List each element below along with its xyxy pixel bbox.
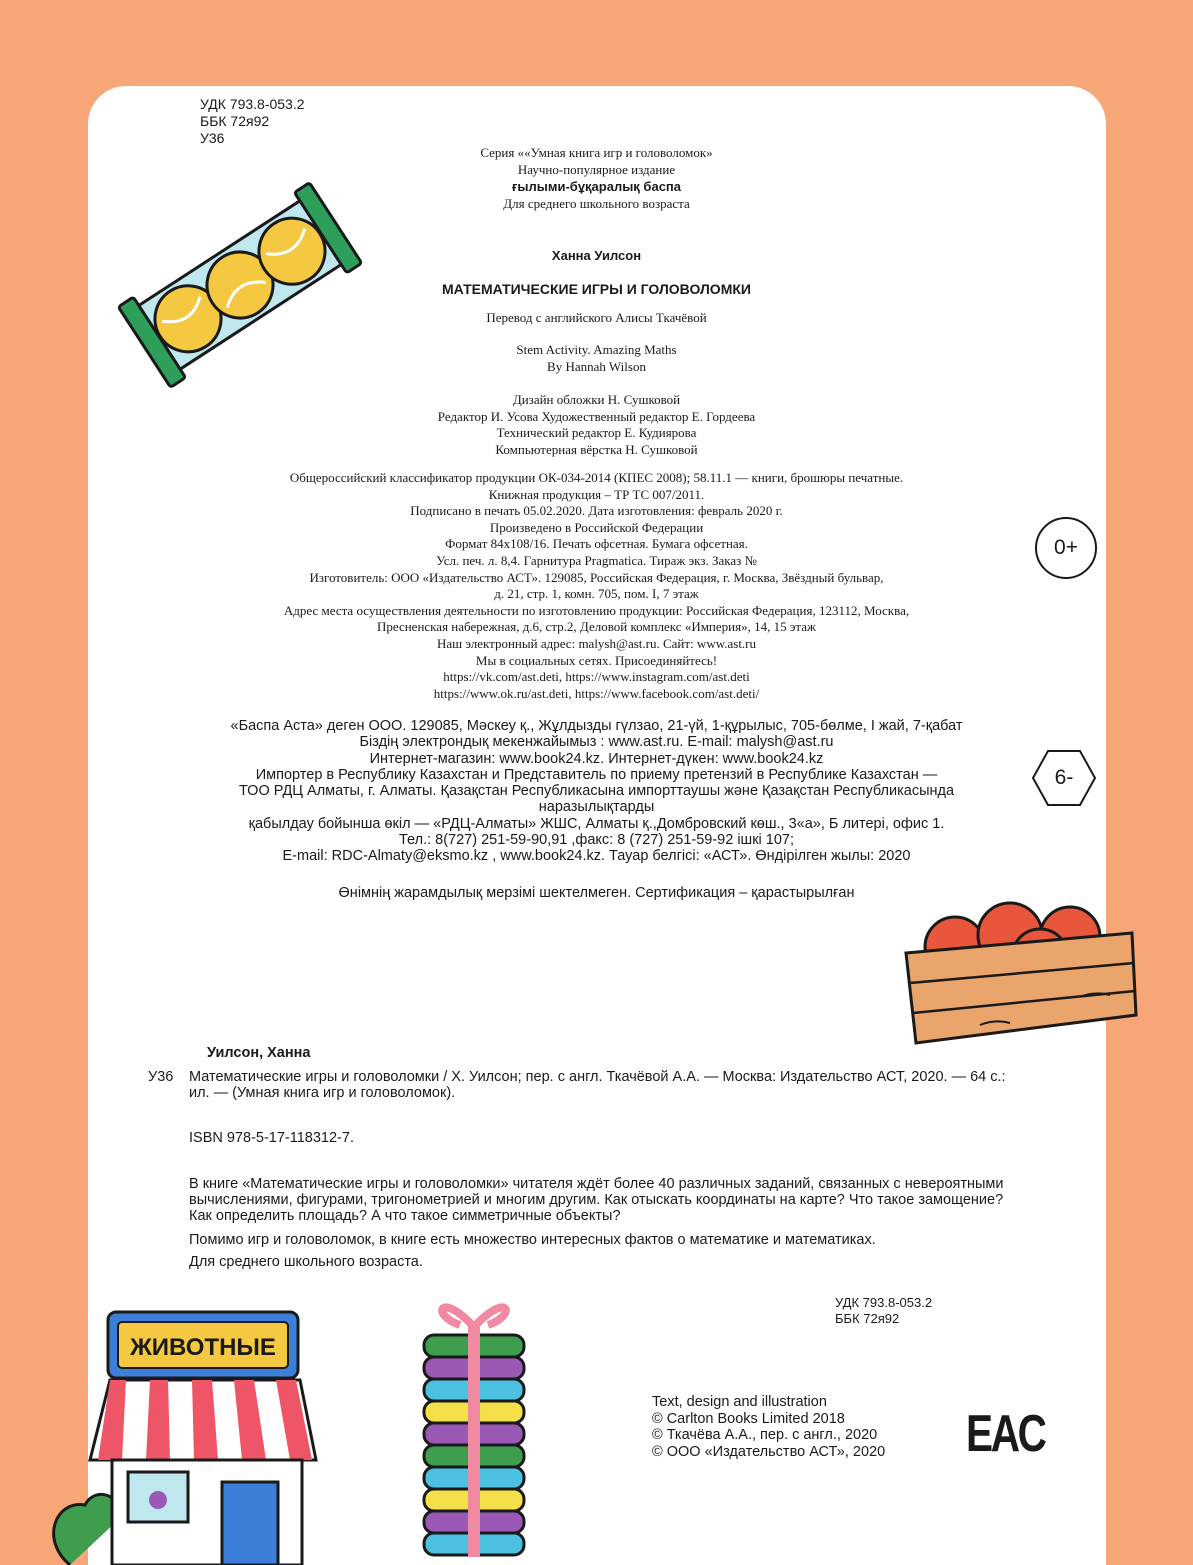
- age-rating-badge-diamond: [1030, 749, 1098, 807]
- tennis-ball-tube-icon: [110, 185, 370, 385]
- book-author: Ханна Уилсон: [551, 248, 642, 263]
- imprint-line: Книжная продукция – ТР ТС 007/2011.: [488, 486, 705, 502]
- bbk-code: ББК 72я92: [835, 1311, 900, 1326]
- catalog-description: Математические игры и головоломки / Х. Уилсон; пер. с англ. Ткачёвой А.А. — Москва: Издательство АСТ, 2020. — 64 с.: ил. — (Умная книга игр и головоломок).: [189, 1069, 1006, 1101]
- imprint-line: Формат 84х108/16. Печать офсетная. Бумага офсетная.: [445, 536, 748, 552]
- edition-type: Научно-популярное издание: [517, 162, 676, 177]
- imprint-line: Наш электронный адрес: malysh@ast.ru. Сайт: www.ast.ru: [436, 635, 757, 651]
- copyright-line: © ООО «Издательство АСТ», 2020: [652, 1443, 886, 1460]
- original-title: Stem Activity. Amazing Maths: [516, 342, 677, 357]
- eac-conformity-mark: EAC: [966, 1405, 1045, 1463]
- staff-credits: [0, 392, 1193, 458]
- imprint-line: Усл. печ. л. 8,4. Гарнитура Pragmatica. Тираж экз. Заказ №: [436, 552, 757, 568]
- kz-line: қабылдау бойынша өкіл — «РДЦ-Алматы» ЖШС, Алматы қ.,Домбровский көш., 3«а», Б литері, офис 1.: [248, 815, 945, 832]
- copyright-line: © Carlton Books Limited 2018: [652, 1410, 845, 1427]
- kazakhstan-import-block: [0, 718, 1193, 865]
- kz-line: наразылықтарды: [538, 799, 655, 816]
- kz-line: E-mail: RDC-Almaty@eksmo.kz , www.book24.kz. Тауар белгісі: «АСТ». Өндірілген жылы: 2020: [282, 848, 911, 865]
- kz-line: Интернет-магазин: www.book24.kz. Интернет-дүкен: www.book24.kz: [369, 750, 824, 767]
- age-rating-badge: 0+: [1035, 517, 1097, 579]
- copyright-block: [652, 1394, 885, 1460]
- udk-code: УДК 793.8-053.2: [200, 96, 305, 112]
- kz-line: «Баспа Аста» деген ООО. 129085, Мәскеу қ., Жұлдызды гүлзао, 21-үй, 1-құрылыс, 705-бөлме, I жай, 7-қабат: [230, 718, 963, 734]
- shop-sign-text: ЖИВОТНЫЕ: [130, 1334, 276, 1361]
- imprint-line: Общероссийский классификатор продукции ОК-034-2014 (КПЕС 2008); 58.11.1 — книги, брошюры печатные.: [289, 470, 904, 485]
- imprint-line: Мы в социальных сетях. Присоединяйтесь!: [475, 652, 718, 668]
- shelf-life-note: Өнімнің жарамдылық мерзімі шектелмеген. Сертификация – қарастырылған: [338, 885, 855, 901]
- copyright-line: © Ткачёва А.А., пер. с англ., 2020: [652, 1427, 878, 1443]
- kz-line: Біздің электрондық мекенжайымыз : www.ast.ru. E-mail: malysh@ast.ru: [359, 734, 834, 751]
- edition-type-kz: ғылыми-бұқаралық баспа: [511, 179, 682, 194]
- imprint-line: д. 21, стр. 1, комн. 705, пом. I, 7 этаж: [494, 586, 699, 602]
- imprint-line: https://www.ok.ru/ast.deti, https://www.facebook.com/ast.deti/: [433, 685, 760, 701]
- catalog-author: Уилсон, Ханна: [207, 1045, 311, 1061]
- series-name: Серия ««Умная книга игр и головоломок»: [480, 145, 713, 160]
- audience-note: Для среднего школьного возраста: [503, 196, 690, 211]
- kz-line: Импортер в Республику Казахстан и Представитель по приему претензий в Республике Казахстан —: [255, 766, 938, 783]
- imprint-line: Подписано в печать 05.02.2020. Дата изготовления: февраль 2020 г.: [410, 503, 783, 519]
- copyright-line: Text, design and illustration: [652, 1394, 827, 1410]
- age-rating-label: 6-: [1054, 766, 1074, 789]
- top-classification-codes: [200, 96, 305, 147]
- bbk-code: ББК 72я92: [200, 113, 270, 129]
- gift-stack-icon: [410, 1285, 540, 1565]
- kz-line: Тел.: 8(727) 251-59-90,91 ,факс: 8 (727) 251-59-92 ішкі 107;: [398, 832, 795, 849]
- annotation-paragraph: В книге «Математические игры и головоломки» читателя ждёт более 40 различных заданий, связанных с невероятными вычислениями, фигурами, тригонометрией и многим другим. Как отыскать координаты на карте? Что такое замощение? Как определить площадь? А что такое симметричные объекты?: [189, 1176, 1004, 1224]
- author-sign: У36: [200, 130, 225, 146]
- original-author: By Hannah Wilson: [547, 359, 646, 374]
- translator-credit: Перевод с английского Алисы Ткачёвой: [486, 310, 707, 325]
- annotation-audience: Для среднего школьного возраста.: [189, 1254, 423, 1270]
- imprint-line: Изготовитель: ООО «Издательство АСТ». 129085, Российская Федерация, г. Москва, Звёздный бульвар,: [309, 569, 884, 585]
- crate-with-balls-icon: [900, 895, 1140, 1050]
- imprint-line: Произведено в Российской Федерации: [489, 519, 704, 535]
- credit-line: Компьютерная вёрстка Н. Сушковой: [495, 441, 698, 457]
- credit-line: Редактор И. Усова Художественный редактор Е. Гордеева: [437, 408, 756, 424]
- imprint-block: [0, 470, 1193, 702]
- isbn: ISBN 978-5-17-118312-7.: [189, 1130, 354, 1146]
- pet-shop-icon: [0, 1300, 320, 1565]
- book-title: МАТЕМАТИЧЕСКИЕ ИГРЫ И ГОЛОВОЛОМКИ: [442, 281, 751, 297]
- kz-line: ТОО РДЦ Алматы, г. Алматы. Қазақстан Республикасына импорттаушы және Қазақстан Республикасында: [238, 783, 955, 800]
- credit-line: Дизайн обложки Н. Сушковой: [512, 392, 681, 407]
- imprint-line: Адрес места осуществления деятельности по изготовлению продукции: Российская Федерация, 123112, Москва,: [283, 602, 910, 618]
- imprint-line: Пресненская набережная, д.6, стр.2, Деловой комплекс «Империя», 14, 15 этаж: [376, 619, 817, 635]
- annotation-paragraph: Помимо игр и головоломок, в книге есть множество интересных фактов о математике и математиках.: [189, 1232, 876, 1248]
- credit-line: Технический редактор Е. Кудиярова: [496, 425, 697, 440]
- bottom-classification-codes: [835, 1295, 932, 1327]
- imprint-line: https://vk.com/ast.deti, https://www.instagram.com/ast.deti: [443, 669, 750, 685]
- catalog-code: У36: [148, 1069, 174, 1085]
- udk-code: УДК 793.8-053.2: [835, 1295, 933, 1310]
